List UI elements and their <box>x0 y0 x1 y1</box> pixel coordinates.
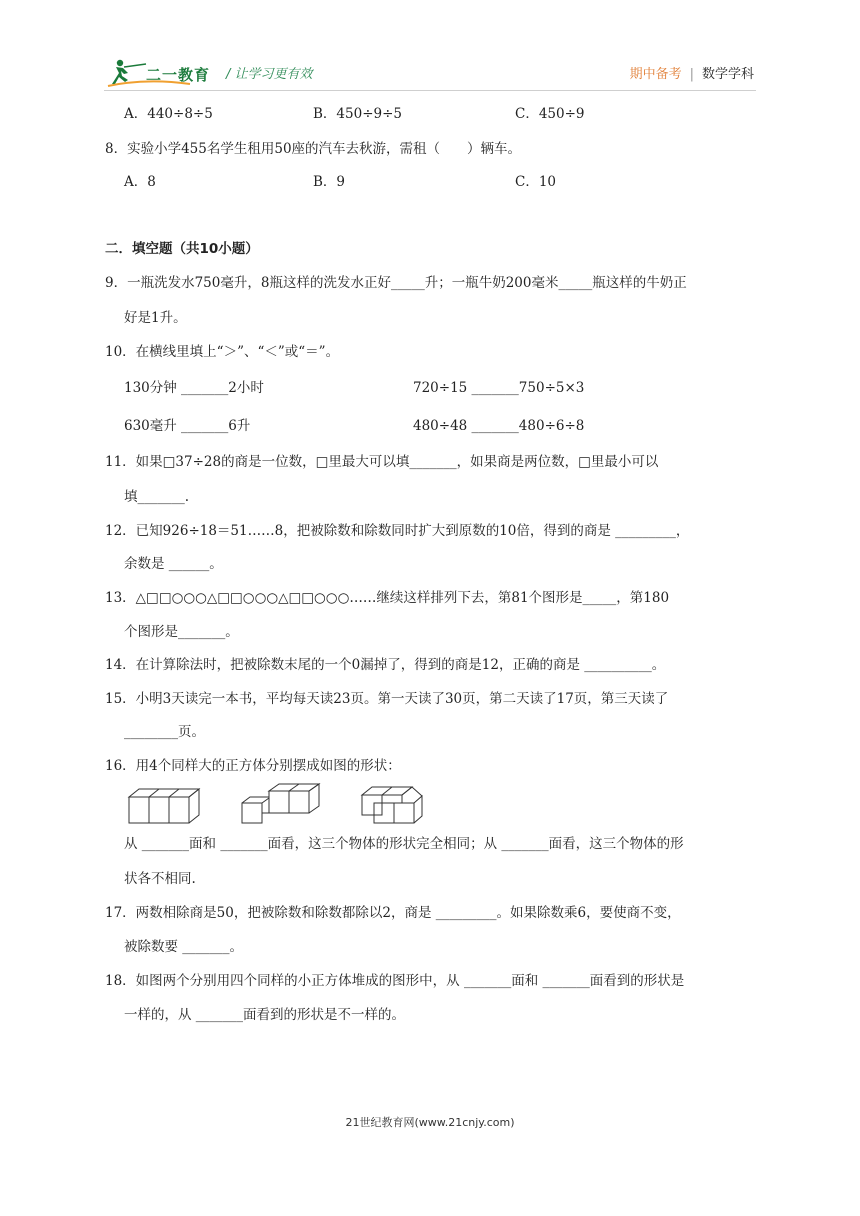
question-15-line1: 15．小明3天读完一本书，平均每天读23页。第一天读了30页，第二天读了17页，第三天读了 <box>105 691 669 707</box>
header-separator: | <box>689 67 694 82</box>
question-17-line1: 17．两数相除商是50，把被除数和除数都除以2，商是 _________。如果除数乘6，要使商不变， <box>105 905 681 921</box>
q8-option-b: B．9 <box>313 174 346 190</box>
question-11-line1: 11．如果□37÷28的商是一位数，□里最大可以填_______，如果商是两位数，□里最小可以 <box>105 454 659 470</box>
exam-tag: 期中备考 <box>629 67 682 82</box>
question-12-line1: 12．已知926÷18＝51……8，把被除数和除数同时扩大到原数的10倍，得到的商是 _________， <box>105 523 690 539</box>
question-16-line2: 从 _______面和 _______面看，这三个物体的形状完全相同；从 _______面看，这三个物体的形 <box>124 836 684 852</box>
q10-item-2: 720÷15 _______750÷5×3 <box>413 380 585 396</box>
question-8: 8．实验小学455名学生租用50座的汽车去秋游，需租（ ）辆车。 <box>105 141 522 157</box>
question-13-line2: 个图形是_______。 <box>124 624 239 640</box>
question-16-line3: 状各不相同. <box>124 871 196 887</box>
question-9-line2: 好是1升。 <box>124 310 187 326</box>
page-footer: 21世纪教育网(www.21cnjy.com) <box>345 1116 515 1129</box>
question-9-line1: 9．一瓶洗发水750毫升，8瓶这样的洗发水正好_____升；一瓶牛奶200毫米_____瓶这样的牛奶正 <box>105 275 687 291</box>
section-title: 二．填空题（共10小题） <box>105 241 259 257</box>
question-13-line1: 13．△□□○○○△□□○○○△□□○○○……继续这样排列下去，第81个图形是_____，第180 <box>105 590 670 606</box>
q7-option-a: A．440÷8÷5 <box>124 106 213 122</box>
q10-item-1: 130分钟 _______2小时 <box>124 380 264 396</box>
header-rule <box>104 90 756 91</box>
question-14: 14．在计算除法时，把被除数末尾的一个0漏掉了，得到的商是12，正确的商是 __________。 <box>105 657 666 673</box>
q10-item-3: 630毫升 _______6升 <box>124 418 251 434</box>
page-header <box>0 0 860 100</box>
q10-item-4: 480÷48 _______480÷6÷8 <box>413 418 585 434</box>
q7-option-b: B．450÷9÷5 <box>313 106 402 122</box>
logo-text: 二一教育 <box>146 66 211 84</box>
question-12-line2: 余数是 ______。 <box>124 556 223 572</box>
cube-figure-3 <box>362 787 422 823</box>
subject-label: 数学学科 <box>701 67 754 82</box>
cube-figure-1 <box>129 789 199 823</box>
q7-option-c: C．450÷9 <box>515 106 585 122</box>
question-15-line2: ________页。 <box>124 724 205 740</box>
header-right <box>630 63 754 82</box>
cube-figures <box>124 783 444 827</box>
question-17-line2: 被除数要 _______。 <box>124 939 244 955</box>
question-10: 10．在横线里填上“＞”、“＜”或“＝”。 <box>105 344 340 360</box>
question-11-line2: 填_______. <box>124 489 190 505</box>
q8-option-a: A．8 <box>124 174 156 190</box>
question-16-line1: 16．用4个同样大的正方体分别摆成如图的形状： <box>105 758 401 774</box>
question-18-line2: 一样的，从 _______面看到的形状是不一样的。 <box>124 1007 406 1023</box>
slogan: / 让学习更有效 <box>226 67 313 82</box>
question-18-line1: 18．如图两个分别用四个同样的小正方体堆成的图形中，从 _______面和 _______面看到的形状是 <box>105 973 685 989</box>
cube-figure-2 <box>242 784 319 823</box>
q8-option-c: C．10 <box>515 174 557 190</box>
